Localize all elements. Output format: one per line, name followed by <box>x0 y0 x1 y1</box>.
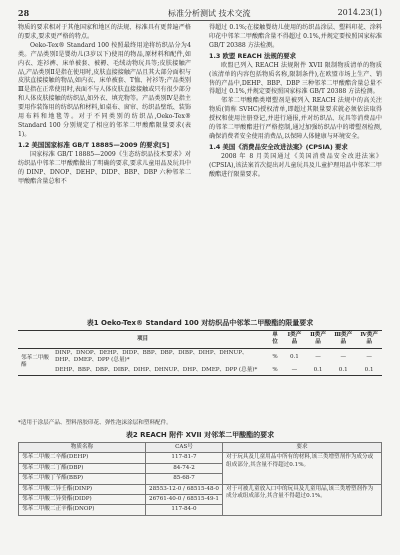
table-cell: 0.1 <box>364 366 374 373</box>
table-header-cell: Ⅳ类产品 <box>360 332 378 346</box>
paragraph: 得超过 0.1%;在接触婴幼儿使用的纺织品涂层、塑料印花、涂料印花中邻苯二甲酸酯含量不得超过 0.1%,并规定要按照国家标准 GB/T 20388 方法检测。 <box>209 24 382 49</box>
table1 <box>18 330 382 376</box>
table-header-row <box>19 443 382 453</box>
right-column <box>209 24 382 180</box>
table-group-label: 邻苯二甲酸酯 <box>21 354 49 368</box>
table2 <box>18 442 382 516</box>
table-cell: 邻苯二甲酸二异壬酯(DINP) <box>19 484 146 494</box>
table-cell: 邻苯二甲酸二丁酯(DBP) <box>19 463 146 473</box>
section-heading: 1.2 美国国家标准 GB/T 18885—2009 的要求[5] <box>18 140 170 149</box>
section-heading: 1.3 欧盟 REACH 法规的要求 <box>209 51 297 60</box>
table-cell: — <box>291 366 298 373</box>
paragraph: Oeko-Tex® Standard 100 按照最终用途将纺织品分为4类。产品类别Ⅰ是婴幼儿(3岁以下)使用的物品,原材料和配件,如内衣、连衫裤、床单被套、被褥、毛绒动物玩具等;皮肤接触产品,产品类别Ⅱ是指在使用时,皮肤直接接触产品且其大部分面积与皮肤直接接触的物品,如内衣、床单被套、T恤、衬衫等;产品类别Ⅲ是指在正常使用时,表面不与人体皮肤直接接触或只有很少部分和人体皮肤接触的纺织品,如外衣、填充物等。产品类别Ⅳ是指主要用作装饰用的纺织品和材料,如桌布、窗帘、纺织品壁纸、装饰用布料和地毯等。对于不同类别的纺织品,Oeko-Tex® Standard 100 分别规定了相应的邻苯二甲酸酯限量要求(表1)。 <box>18 41 191 138</box>
table-header-cell: CAS号 <box>146 443 223 453</box>
table-cell: 邻苯二甲酸二异癸酯(DIDP) <box>19 495 146 505</box>
table-row <box>18 348 382 365</box>
table-cell: 26761-40-0 / 68515-49-1 <box>146 495 223 505</box>
paragraph: 物质的要求相对于其他国家和地区的法规、标准具有更普遍严格的要求,要求更严格的特点。 <box>18 24 191 40</box>
table-cell: — <box>340 353 347 360</box>
paragraph: 邻苯二甲酸酯类增塑剂是被列入 REACH 法规中的高关注物质(简称 SVHC)授权清单,即超过其限量要求就必须依法取得授权和使用注册登记,并进行通报,并对纺织品、玩具等消费品中的邻苯二甲酸酯进行严格控制,通过加强纺织品中的增塑剂检测,确保消费者安全使用消费品,以保障人体健康与环境安全。 <box>209 97 382 140</box>
table-header-cell: Ⅲ类产品 <box>334 332 353 346</box>
table-row <box>19 453 382 463</box>
table-cell: 邻苯二甲酸丁苄酯(BBP) <box>19 474 146 484</box>
table-cell: % <box>272 353 278 360</box>
journal-name: 标准分析测试 技术交流 <box>168 9 251 18</box>
table-header-row <box>18 331 382 349</box>
table2-caption: 表2 REACH 附件 XVII 对邻苯二甲酸酯的要求 <box>125 431 275 439</box>
table-cell: DEHP、BBP、DBP、DIBP、DIHP、DHNUP、DHP、DMEP、DPP (总量)* <box>55 366 258 373</box>
table-cell: 对于可被儿童放入口中的玩具及儿童用品,该三类增塑剂作为成分或组成部分,其含量不得超过0.1%。 <box>223 484 382 515</box>
table-row <box>19 484 382 494</box>
table-header-cell: 项目 <box>136 335 149 342</box>
table-cell: DINP、DNOP、DEHP、DIDP、BBP、DBP、DIBP、DIHP、DHNUP、DHP、DMEP、DPP (总量)* <box>55 349 248 364</box>
table-cell: 0.1 <box>289 353 299 360</box>
paragraph: 2008 年 8 月美国通过《美国消费品安全改进法案》(CPSIA),该法案首次提出对儿童玩具及儿童护理用品中邻苯二甲酸酯进行限量要求。 <box>209 152 382 178</box>
paragraph: 国家标准 GB/T 18885—2009《生态纺织品技术要求》对纺织品中邻苯二甲酸酯做出了明确的要求,要求儿童用品及玩具中的 DINP、DNOP、DEHP、DIDP、BBP、DBP 六种邻苯二甲酸酯含量总和不 <box>18 150 191 185</box>
table-cell: 0.1 <box>338 366 348 373</box>
issue-date: 2014.23(1) <box>337 8 382 17</box>
table-cell: 85-68-7 <box>146 474 223 484</box>
table-cell: % <box>272 366 278 373</box>
header-rule <box>18 20 382 21</box>
table-cell: 28553-12-0 / 68515-48-0 <box>146 484 223 494</box>
table1-footnote: *适用于涂层产品、塑料溶胶印花、弹性泡沫涂层和塑料配件。 <box>18 420 172 426</box>
left-column <box>18 24 191 186</box>
table1-caption: 表1 Oeko-Tex® Standard 100 对纺织品中邻苯二甲酸酯的限量要求 <box>86 319 314 327</box>
page-number: 28 <box>18 8 30 18</box>
table-header-cell: Ⅱ类产品 <box>310 332 326 346</box>
page-header <box>18 8 382 20</box>
table-header-cell: 单位 <box>272 332 278 346</box>
table-header-cell: Ⅰ类产品 <box>287 332 302 346</box>
table-header-cell: 要求 <box>223 443 382 453</box>
table-cell: 对于玩具及儿童用品中所有的材料,该三类增塑剂作为成分或组成部分,其含量不得超过0.1%。 <box>223 453 382 484</box>
table-cell: 邻苯二甲酸二辛酯(DEHP) <box>19 453 146 463</box>
table-cell: 84-74-2 <box>146 463 223 473</box>
table-cell: — <box>366 353 372 360</box>
table-cell: 117-84-0 <box>146 505 223 515</box>
table-cell: — <box>315 353 321 360</box>
section-heading: 1.4 美国《消费品安全改进法案》(CPSIA) 要求 <box>209 142 348 151</box>
table-cell: 117-81-7 <box>146 453 223 463</box>
table-cell: 0.1 <box>313 366 323 373</box>
table-cell: 邻苯二甲酸二正辛酯(DNOP) <box>19 505 146 515</box>
table-header-cell: 物质名称 <box>19 443 146 453</box>
table-row <box>18 366 382 376</box>
paragraph: 欧盟已列入 REACH 法规附件 XVII 限制物质清单的物质(该清单的内容包括物质名称,限制条件),在欧盟市场上生产、销售的产品中,DEHP、BBP、DBP 三种邻苯二甲酸酯含量总量不得超过 0.1%,并规定要按照国家标准 GB/T 20388 方法检测。 <box>209 61 382 96</box>
